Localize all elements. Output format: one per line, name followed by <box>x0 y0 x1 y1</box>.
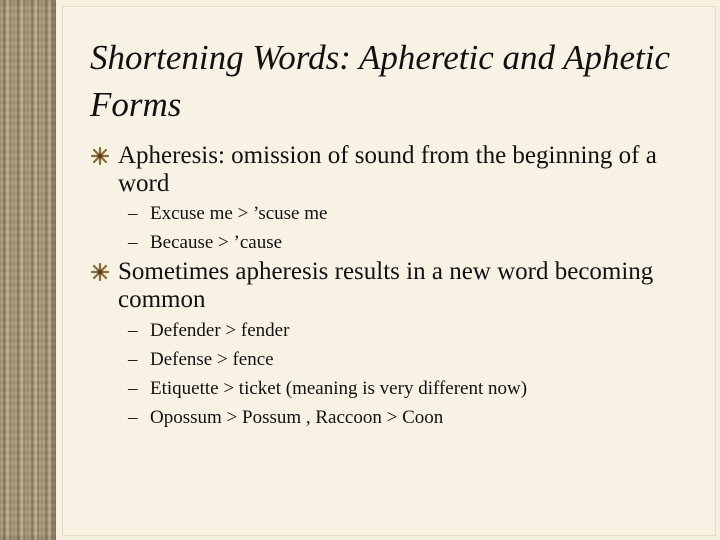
sub-item-text: Defender > fender <box>150 320 290 341</box>
dash-marker: – <box>128 349 138 370</box>
sub-item <box>128 345 274 374</box>
star-bullet-icon <box>91 147 109 165</box>
sub-item-text: Excuse me > ’scuse me <box>150 203 328 224</box>
sub-item-text: Defense > fence <box>150 349 274 370</box>
sub-item <box>128 228 282 257</box>
bullet-text: Sometimes apheresis results in a new word becoming common <box>118 258 654 313</box>
bullet-item <box>118 258 698 314</box>
sub-item <box>128 374 527 403</box>
sub-item <box>128 403 443 432</box>
sub-item-text: Etiquette > ticket (meaning is very different now) <box>150 378 528 399</box>
slide-title: Shortening Words: Apheretic and Aphetic Forms <box>90 38 671 124</box>
dash-marker: – <box>128 320 138 341</box>
dash-marker: – <box>128 407 138 428</box>
dash-marker: – <box>128 232 138 253</box>
bullet-item <box>118 142 698 198</box>
star-bullet-icon <box>91 263 109 281</box>
dash-marker: – <box>128 203 138 224</box>
sub-item <box>128 316 289 345</box>
sub-item-text: Because > ’cause <box>150 232 283 253</box>
sub-item <box>128 199 327 228</box>
bullet-text: Apheresis: omission of sound from the beginning of a word <box>118 142 657 197</box>
dash-marker: – <box>128 378 138 399</box>
decorative-side-bar <box>0 0 56 540</box>
sub-item-text: Opossum > Possum , Raccoon > Coon <box>150 407 444 428</box>
